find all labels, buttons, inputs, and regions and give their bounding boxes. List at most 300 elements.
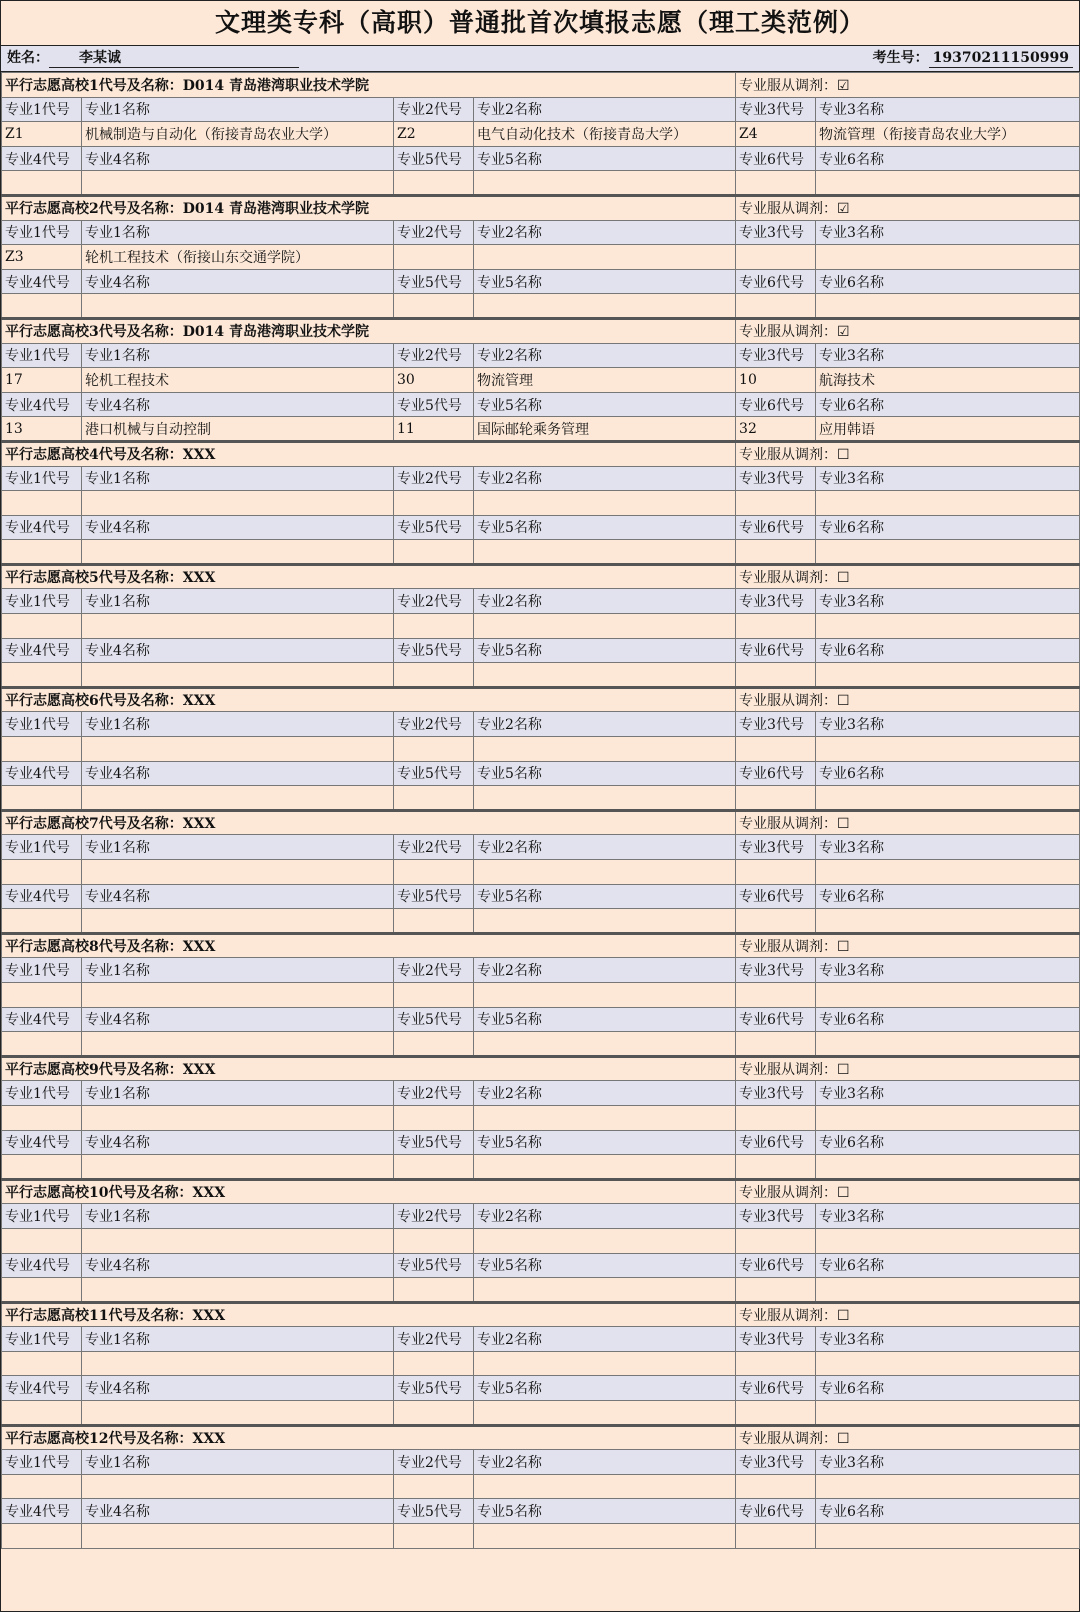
adjust-checkbox[interactable]: ☐: [837, 447, 850, 464]
major-code-label: 专业4代号: [2, 146, 82, 171]
major-name-label: 专业6名称: [816, 146, 1080, 171]
adjust-label: 专业服从调剂：: [739, 1307, 838, 1324]
school-name-cell[interactable]: 平行志愿高校3代号及名称：D014 青岛港湾职业技术学院: [2, 318, 736, 343]
major-name-field[interactable]: 物流管理: [474, 368, 736, 393]
major-name-label: 专业2名称: [474, 835, 736, 860]
major-name-field[interactable]: [816, 294, 1080, 319]
major-code-field[interactable]: [394, 1474, 474, 1499]
major-name-field[interactable]: [816, 1228, 1080, 1253]
major-code-label: 专业6代号: [736, 1376, 816, 1401]
major-name-field[interactable]: [474, 737, 736, 762]
major-code-field[interactable]: [736, 860, 816, 885]
adjust-checkbox[interactable]: ☑: [837, 77, 850, 94]
major-code-label: 专业3代号: [736, 1204, 816, 1229]
major-name-field[interactable]: [474, 1228, 736, 1253]
adjust-checkbox[interactable]: ☐: [837, 693, 850, 710]
major-name-label: 专业1名称: [82, 835, 394, 860]
major-code-field[interactable]: [394, 1155, 474, 1180]
major-value-row: [2, 540, 1080, 565]
major-label-row: [2, 1376, 1080, 1401]
major-code-field[interactable]: 13: [2, 417, 82, 442]
major-name-field[interactable]: [816, 245, 1080, 270]
major-name-label: 专业5名称: [474, 638, 736, 663]
major-code-field[interactable]: [2, 491, 82, 516]
major-name-field[interactable]: [474, 663, 736, 688]
major-code-field[interactable]: [394, 982, 474, 1007]
major-code-label: 专业2代号: [394, 466, 474, 491]
major-code-field[interactable]: [2, 860, 82, 885]
major-label-row: [2, 1253, 1080, 1278]
major-code-field[interactable]: [736, 1228, 816, 1253]
major-name-field[interactable]: [816, 860, 1080, 885]
major-label-row: [2, 712, 1080, 737]
major-name-field[interactable]: [82, 1474, 394, 1499]
major-value-row: [2, 737, 1080, 762]
major-code-label: 专业4代号: [2, 1499, 82, 1524]
major-code-label: 专业1代号: [2, 1327, 82, 1352]
major-code-field[interactable]: [736, 245, 816, 270]
major-code-field[interactable]: [2, 1032, 82, 1057]
major-name-field[interactable]: [82, 663, 394, 688]
major-code-field[interactable]: [2, 737, 82, 762]
major-code-field[interactable]: [2, 663, 82, 688]
major-name-field[interactable]: [816, 1278, 1080, 1303]
major-code-label: 专业5代号: [394, 1130, 474, 1155]
student-info-row: [1, 46, 1079, 72]
major-code-field[interactable]: [394, 663, 474, 688]
major-name-field[interactable]: [474, 860, 736, 885]
major-name-field[interactable]: [82, 1032, 394, 1057]
major-value-row: [2, 1228, 1080, 1253]
major-name-field[interactable]: [816, 491, 1080, 516]
major-name-field[interactable]: [816, 1351, 1080, 1376]
adjust-cell: [736, 687, 1080, 712]
major-code-label: 专业6代号: [736, 1007, 816, 1032]
student-name-field[interactable]: 李某诚: [49, 49, 299, 68]
major-name-label: 专业1名称: [82, 958, 394, 983]
major-name-field[interactable]: [82, 171, 394, 196]
form-title: 文理类专科（高职）普通批首次填报志愿（理工类范例）: [1, 1, 1079, 46]
major-name-field[interactable]: [82, 860, 394, 885]
school-name-cell[interactable]: 平行志愿高校12代号及名称：XXX: [2, 1425, 736, 1450]
major-code-field[interactable]: [394, 1351, 474, 1376]
major-code-field[interactable]: [394, 1105, 474, 1130]
major-label-row: [2, 761, 1080, 786]
school-name-cell[interactable]: 平行志愿高校8代号及名称：XXX: [2, 933, 736, 958]
major-code-field[interactable]: [736, 909, 816, 934]
major-name-field[interactable]: [474, 909, 736, 934]
major-name-label: 专业4名称: [82, 1007, 394, 1032]
major-name-field[interactable]: 轮机工程技术: [82, 368, 394, 393]
major-code-label: 专业2代号: [394, 958, 474, 983]
major-name-field[interactable]: [82, 1351, 394, 1376]
major-name-field[interactable]: 电气自动化技术（衔接青岛大学）: [474, 122, 736, 147]
major-name-label: 专业4名称: [82, 269, 394, 294]
major-value-row: [2, 909, 1080, 934]
major-name-field[interactable]: 物流管理（衔接青岛农业大学）: [816, 122, 1080, 147]
major-label-row: [2, 392, 1080, 417]
major-code-field[interactable]: [394, 786, 474, 811]
major-code-label: 专业2代号: [394, 343, 474, 368]
major-code-field[interactable]: [2, 982, 82, 1007]
major-code-label: 专业4代号: [2, 1376, 82, 1401]
major-name-label: 专业1名称: [82, 1450, 394, 1475]
student-id-field[interactable]: 19370211150999: [929, 49, 1073, 68]
major-name-field[interactable]: [82, 786, 394, 811]
major-name-field[interactable]: [82, 1105, 394, 1130]
school-header-row: [2, 933, 1080, 958]
school-name-cell[interactable]: 平行志愿高校9代号及名称：XXX: [2, 1056, 736, 1081]
major-name-field[interactable]: [82, 909, 394, 934]
major-name-field[interactable]: [474, 1105, 736, 1130]
major-name-field[interactable]: [474, 1401, 736, 1426]
school-header-row: [2, 1056, 1080, 1081]
major-code-field[interactable]: [394, 1228, 474, 1253]
major-code-label: 专业5代号: [394, 884, 474, 909]
major-code-field[interactable]: 17: [2, 368, 82, 393]
major-name-field[interactable]: [82, 614, 394, 639]
adjust-checkbox[interactable]: ☑: [837, 201, 850, 218]
major-name-label: 专业2名称: [474, 220, 736, 245]
school-name-cell[interactable]: 平行志愿高校7代号及名称：XXX: [2, 810, 736, 835]
major-name-label: 专业3名称: [816, 97, 1080, 122]
school-name-cell[interactable]: 平行志愿高校10代号及名称：XXX: [2, 1179, 736, 1204]
major-name-label: 专业5名称: [474, 146, 736, 171]
adjust-checkbox[interactable]: ☐: [837, 1062, 850, 1079]
major-code-label: 专业5代号: [394, 638, 474, 663]
major-name-field[interactable]: [82, 982, 394, 1007]
major-name-field[interactable]: [82, 737, 394, 762]
major-code-field[interactable]: [2, 1278, 82, 1303]
adjust-cell: [736, 1302, 1080, 1327]
major-name-field[interactable]: [816, 1032, 1080, 1057]
major-code-field[interactable]: [736, 171, 816, 196]
major-name-field[interactable]: [474, 1155, 736, 1180]
major-code-field[interactable]: [2, 1524, 82, 1549]
major-name-field[interactable]: 机械制造与自动化（衔接青岛农业大学）: [82, 122, 394, 147]
adjust-label: 专业服从调剂：: [739, 77, 838, 94]
major-code-field[interactable]: [394, 245, 474, 270]
major-name-label: 专业3名称: [816, 712, 1080, 737]
major-code-field[interactable]: [736, 1524, 816, 1549]
school-name-cell[interactable]: 平行志愿高校4代号及名称：XXX: [2, 441, 736, 466]
school-name-cell[interactable]: 平行志愿高校5代号及名称：XXX: [2, 564, 736, 589]
major-value-row: [2, 663, 1080, 688]
major-code-field[interactable]: [736, 1474, 816, 1499]
major-code-label: 专业4代号: [2, 884, 82, 909]
major-name-field[interactable]: [474, 245, 736, 270]
major-label-row: [2, 958, 1080, 983]
adjust-label: 专业服从调剂：: [739, 570, 838, 587]
major-value-row: [2, 1032, 1080, 1057]
major-name-label: 专业1名称: [82, 1327, 394, 1352]
major-code-field[interactable]: [2, 614, 82, 639]
adjust-checkbox[interactable]: ☐: [837, 1185, 850, 1202]
major-code-field[interactable]: [394, 294, 474, 319]
major-code-field[interactable]: [736, 294, 816, 319]
major-name-label: 专业4名称: [82, 146, 394, 171]
major-name-label: 专业2名称: [474, 1081, 736, 1106]
major-name-label: 专业5名称: [474, 1007, 736, 1032]
major-name-field[interactable]: [816, 540, 1080, 565]
major-code-label: 专业2代号: [394, 589, 474, 614]
major-code-field[interactable]: [394, 1524, 474, 1549]
major-code-field[interactable]: [2, 1351, 82, 1376]
major-name-field[interactable]: [82, 1228, 394, 1253]
major-name-field[interactable]: [474, 294, 736, 319]
major-code-field[interactable]: [736, 663, 816, 688]
major-name-label: 专业2名称: [474, 97, 736, 122]
major-code-field[interactable]: 32: [736, 417, 816, 442]
major-code-label: 专业6代号: [736, 1253, 816, 1278]
major-code-label: 专业1代号: [2, 220, 82, 245]
major-code-field[interactable]: [2, 786, 82, 811]
adjust-checkbox[interactable]: ☐: [837, 939, 850, 956]
major-code-label: 专业2代号: [394, 1081, 474, 1106]
major-name-field[interactable]: 轮机工程技术（衔接山东交通学院）: [82, 245, 394, 270]
major-code-field[interactable]: [736, 1351, 816, 1376]
major-name-field[interactable]: [816, 171, 1080, 196]
major-code-field[interactable]: [394, 614, 474, 639]
major-name-field[interactable]: [474, 982, 736, 1007]
major-label-row: [2, 884, 1080, 909]
major-code-label: 专业4代号: [2, 1130, 82, 1155]
major-name-field[interactable]: [82, 1155, 394, 1180]
major-code-field[interactable]: [394, 491, 474, 516]
major-label-row: [2, 835, 1080, 860]
major-code-field[interactable]: [394, 540, 474, 565]
major-name-field[interactable]: [474, 1278, 736, 1303]
major-value-row: [2, 1155, 1080, 1180]
major-code-field[interactable]: 10: [736, 368, 816, 393]
major-name-label: 专业4名称: [82, 761, 394, 786]
major-code-field[interactable]: [736, 1032, 816, 1057]
major-code-field[interactable]: [2, 1474, 82, 1499]
major-value-row: [2, 368, 1080, 393]
school-header-row: [2, 1425, 1080, 1450]
major-code-field[interactable]: [736, 982, 816, 1007]
major-name-field[interactable]: [474, 786, 736, 811]
major-name-field[interactable]: [82, 491, 394, 516]
major-code-field[interactable]: [2, 909, 82, 934]
school-header-row: [2, 810, 1080, 835]
major-code-field[interactable]: [394, 171, 474, 196]
major-name-label: 专业4名称: [82, 884, 394, 909]
major-value-row: [2, 982, 1080, 1007]
major-name-field[interactable]: [474, 1524, 736, 1549]
major-name-field[interactable]: 航海技术: [816, 368, 1080, 393]
major-code-field[interactable]: Z1: [2, 122, 82, 147]
major-code-field[interactable]: 11: [394, 417, 474, 442]
major-label-row: [2, 589, 1080, 614]
major-code-field[interactable]: [2, 1401, 82, 1426]
major-name-field[interactable]: [816, 614, 1080, 639]
major-code-label: 专业2代号: [394, 1450, 474, 1475]
adjust-checkbox[interactable]: ☐: [837, 570, 850, 587]
major-name-label: 专业4名称: [82, 392, 394, 417]
major-name-label: 专业3名称: [816, 589, 1080, 614]
major-value-row: [2, 1401, 1080, 1426]
major-code-label: 专业3代号: [736, 1327, 816, 1352]
major-code-field[interactable]: [2, 1228, 82, 1253]
major-code-field[interactable]: [394, 860, 474, 885]
major-name-field[interactable]: [816, 663, 1080, 688]
major-code-field[interactable]: [736, 786, 816, 811]
major-name-field[interactable]: [474, 1032, 736, 1057]
major-code-label: 专业6代号: [736, 761, 816, 786]
major-name-field[interactable]: [816, 737, 1080, 762]
major-code-label: 专业6代号: [736, 515, 816, 540]
major-code-field[interactable]: 30: [394, 368, 474, 393]
major-label-row: [2, 343, 1080, 368]
major-name-field[interactable]: [82, 1278, 394, 1303]
major-name-field[interactable]: 港口机械与自动控制: [82, 417, 394, 442]
major-name-label: 专业2名称: [474, 1450, 736, 1475]
major-name-label: 专业5名称: [474, 392, 736, 417]
major-name-label: 专业6名称: [816, 392, 1080, 417]
major-name-field[interactable]: [474, 1474, 736, 1499]
major-code-label: 专业4代号: [2, 1007, 82, 1032]
major-name-field[interactable]: [474, 491, 736, 516]
major-value-row: [2, 786, 1080, 811]
major-value-row: [2, 1351, 1080, 1376]
adjust-checkbox[interactable]: ☐: [837, 1307, 850, 1324]
major-name-field[interactable]: 国际邮轮乘务管理: [474, 417, 736, 442]
adjust-checkbox[interactable]: ☑: [837, 324, 850, 341]
major-code-field[interactable]: [2, 1105, 82, 1130]
major-code-field[interactable]: Z4: [736, 122, 816, 147]
major-name-label: 专业6名称: [816, 638, 1080, 663]
major-code-field[interactable]: [736, 1278, 816, 1303]
major-code-field[interactable]: [394, 1032, 474, 1057]
major-name-field[interactable]: [816, 982, 1080, 1007]
major-code-label: 专业4代号: [2, 761, 82, 786]
major-code-label: 专业1代号: [2, 958, 82, 983]
major-name-field[interactable]: [816, 1524, 1080, 1549]
major-code-field[interactable]: [736, 614, 816, 639]
major-code-field[interactable]: [736, 491, 816, 516]
major-code-field[interactable]: [2, 294, 82, 319]
major-name-label: 专业2名称: [474, 958, 736, 983]
major-code-field[interactable]: [394, 1278, 474, 1303]
major-value-row: [2, 245, 1080, 270]
major-code-label: 专业5代号: [394, 392, 474, 417]
major-name-field[interactable]: [816, 1474, 1080, 1499]
major-name-label: 专业3名称: [816, 958, 1080, 983]
major-name-field[interactable]: [474, 1351, 736, 1376]
adjust-cell: [736, 1179, 1080, 1204]
major-name-label: 专业6名称: [816, 1499, 1080, 1524]
major-name-field[interactable]: [816, 1105, 1080, 1130]
major-code-label: 专业2代号: [394, 97, 474, 122]
major-name-label: 专业1名称: [82, 466, 394, 491]
major-name-label: 专业4名称: [82, 1376, 394, 1401]
major-name-label: 专业3名称: [816, 466, 1080, 491]
major-code-field[interactable]: [736, 737, 816, 762]
major-name-field[interactable]: [474, 614, 736, 639]
major-code-label: 专业3代号: [736, 589, 816, 614]
school-header-row: [2, 318, 1080, 343]
major-code-field[interactable]: [2, 171, 82, 196]
major-name-label: 专业1名称: [82, 1204, 394, 1229]
major-name-field[interactable]: 应用韩语: [816, 417, 1080, 442]
major-code-field[interactable]: [394, 1401, 474, 1426]
major-name-label: 专业3名称: [816, 1081, 1080, 1106]
major-name-field[interactable]: [82, 1524, 394, 1549]
major-label-row: [2, 638, 1080, 663]
school-name-cell[interactable]: 平行志愿高校1代号及名称：D014 青岛港湾职业技术学院: [2, 73, 736, 98]
major-value-row: [2, 614, 1080, 639]
major-label-row: [2, 1327, 1080, 1352]
school-name-cell[interactable]: 平行志愿高校2代号及名称：D014 青岛港湾职业技术学院: [2, 195, 736, 220]
adjust-cell: [736, 564, 1080, 589]
major-code-field[interactable]: [736, 1401, 816, 1426]
major-name-label: 专业5名称: [474, 1130, 736, 1155]
major-name-field[interactable]: [816, 1401, 1080, 1426]
major-name-label: 专业4名称: [82, 1130, 394, 1155]
major-code-field[interactable]: [736, 1105, 816, 1130]
major-code-label: 专业3代号: [736, 220, 816, 245]
major-code-field[interactable]: [736, 1155, 816, 1180]
major-code-field[interactable]: [394, 737, 474, 762]
major-name-field[interactable]: [82, 294, 394, 319]
major-code-label: 专业1代号: [2, 97, 82, 122]
major-code-label: 专业6代号: [736, 146, 816, 171]
adjust-label: 专业服从调剂：: [739, 1185, 838, 1202]
major-code-field[interactable]: [394, 909, 474, 934]
major-code-field[interactable]: Z2: [394, 122, 474, 147]
major-code-label: 专业3代号: [736, 958, 816, 983]
major-name-label: 专业5名称: [474, 761, 736, 786]
major-code-field[interactable]: Z3: [2, 245, 82, 270]
major-name-field[interactable]: [82, 1401, 394, 1426]
school-name-cell[interactable]: 平行志愿高校6代号及名称：XXX: [2, 687, 736, 712]
major-code-field[interactable]: [736, 540, 816, 565]
school-header-row: [2, 441, 1080, 466]
major-label-row: [2, 1204, 1080, 1229]
major-name-field[interactable]: [816, 909, 1080, 934]
major-name-label: 专业5名称: [474, 884, 736, 909]
major-label-row: [2, 146, 1080, 171]
major-name-label: 专业5名称: [474, 515, 736, 540]
major-name-label: 专业3名称: [816, 1327, 1080, 1352]
major-code-label: 专业5代号: [394, 1499, 474, 1524]
major-code-label: 专业1代号: [2, 466, 82, 491]
major-label-row: [2, 466, 1080, 491]
major-code-label: 专业2代号: [394, 835, 474, 860]
adjust-checkbox[interactable]: ☐: [837, 816, 850, 833]
school-name-cell[interactable]: 平行志愿高校11代号及名称：XXX: [2, 1302, 736, 1327]
adjust-checkbox[interactable]: ☐: [837, 1430, 850, 1447]
major-name-field[interactable]: [474, 171, 736, 196]
major-value-row: [2, 860, 1080, 885]
major-name-field[interactable]: [474, 540, 736, 565]
major-name-label: 专业6名称: [816, 884, 1080, 909]
major-name-label: 专业1名称: [82, 1081, 394, 1106]
major-code-field[interactable]: [2, 540, 82, 565]
major-code-field[interactable]: [2, 1155, 82, 1180]
major-code-label: 专业1代号: [2, 835, 82, 860]
major-name-field[interactable]: [816, 786, 1080, 811]
major-name-label: 专业4名称: [82, 515, 394, 540]
major-value-row: [2, 491, 1080, 516]
major-name-field[interactable]: [82, 540, 394, 565]
major-code-label: 专业5代号: [394, 1007, 474, 1032]
major-name-label: 专业6名称: [816, 761, 1080, 786]
major-name-field[interactable]: [816, 1155, 1080, 1180]
major-name-label: 专业2名称: [474, 466, 736, 491]
adjust-cell: [736, 73, 1080, 98]
